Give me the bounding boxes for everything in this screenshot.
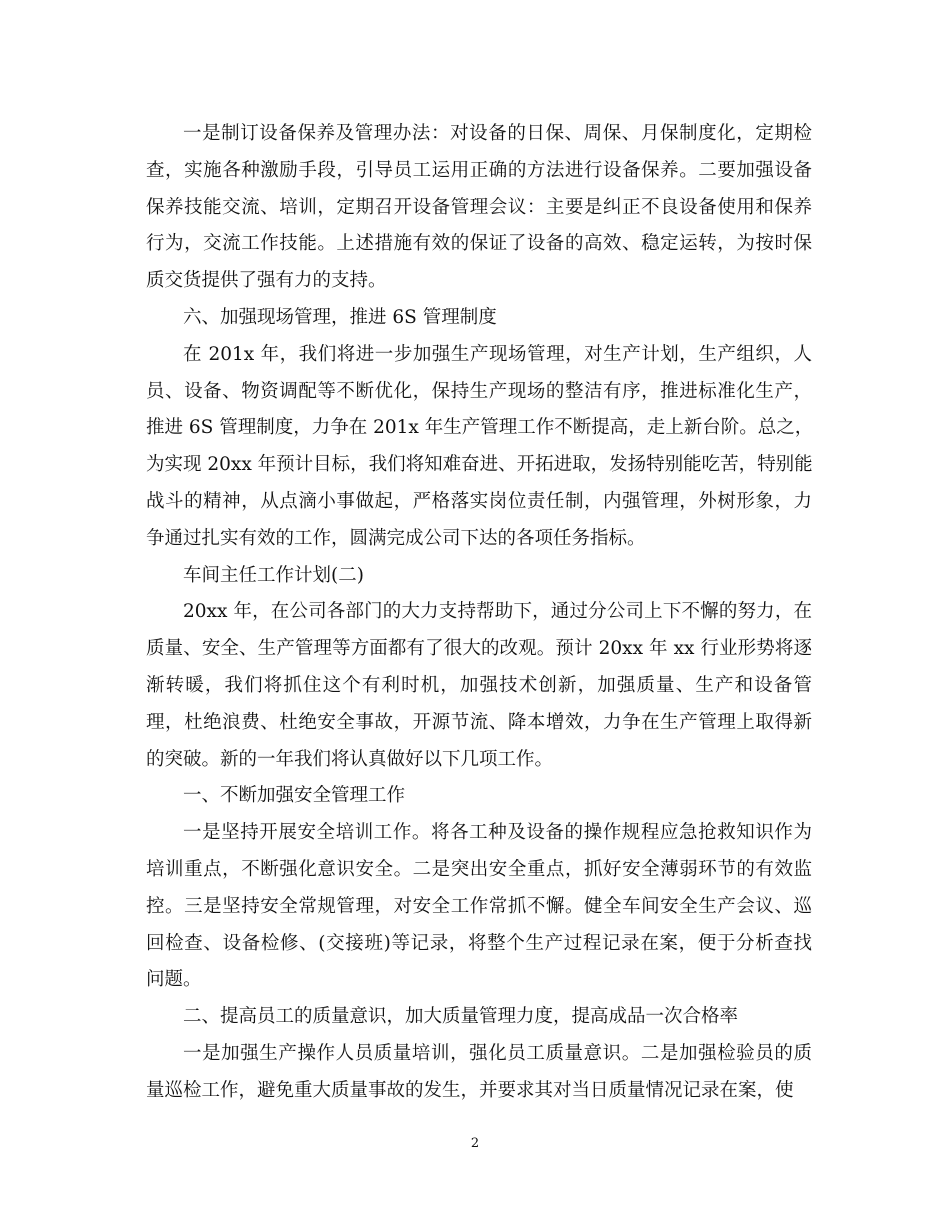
text-line: 一、不断加强安全管理工作: [183, 785, 406, 807]
text-line: 争通过扎实有效的工作，圆满完成公司下达的各项任务指标。: [146, 527, 646, 549]
text-line: 战斗的精神，从点滴小事做起，严格落实岗位责任制，内强管理，外树形象，力: [146, 490, 812, 512]
text-line: 一是制订设备保养及管理办法：对设备的日保、周保、月保制度化，定期检: [183, 123, 812, 144]
paragraph: [146, 815, 812, 999]
text-line: 理，杜绝浪费、杜绝安全事故，开源节流、降本增效，力争在生产管理上取得新: [146, 711, 812, 733]
text-line: 在 201x 年，我们将进一步加强生产现场管理，对生产计划，生产组织，人: [183, 343, 812, 365]
text-line: 为实现 20xx 年预计目标，我们将知难奋进、开拓进取，发扬特别能吃苦，特别能: [146, 454, 813, 476]
paragraph: [146, 594, 812, 778]
paragraph: [146, 558, 812, 595]
paragraph: [146, 778, 812, 815]
text-line: 推进 6S 管理制度，力争在 201x 年生产管理工作不断提高，走上新台阶。总之，: [146, 417, 814, 439]
text-line: 质交货提供了强有力的支持。: [146, 270, 387, 292]
text-line: 六、加强现场管理，推进 6S 管理制度: [183, 306, 497, 328]
text-line: 一是加强生产操作人员质量培训，强化员工质量意识。二是加强检验员的质: [183, 1042, 812, 1064]
text-line: 二、提高员工的质量意识，加大质量管理力度，提高成品一次合格率: [183, 1006, 739, 1028]
page-number: 2: [470, 1136, 480, 1151]
paragraph: [146, 1036, 812, 1110]
text-line: 量巡检工作，避免重大质量事故的发生，并要求其对当日质量情况记录在案，使: [146, 1079, 794, 1101]
paragraph: [146, 116, 812, 300]
text-line: 车间主任工作计划(二): [183, 564, 364, 586]
text-line: 保养技能交流、培训，定期召开设备管理会议：主要是纠正不良设备使用和保养: [146, 196, 812, 218]
paragraph: [146, 300, 812, 337]
text-line: 回检查、设备检修、(交接班)等记录，将整个生产过程记录在案，便于分析查找: [146, 932, 812, 954]
text-line: 培训重点，不断强化意识安全。二是突出安全重点，抓好安全薄弱环节的有效监: [146, 858, 812, 880]
document-body: [146, 116, 812, 1110]
text-line: 问题。: [146, 969, 202, 991]
text-line: 质量、安全、生产管理等方面都有了很大的改观。预计 20xx 年 xx 行业形势将逐: [146, 638, 812, 660]
text-line: 行为，交流工作技能。上述措施有效的保证了设备的高效、稳定运转，为按时保: [146, 233, 812, 255]
text-line: 一是坚持开展安全培训工作。将各工种及设备的操作规程应急抢救知识作为: [183, 822, 812, 844]
text-line: 控。三是坚持安全常规管理，对安全工作常抓不懈。健全车间安全生产会议、巡: [146, 895, 812, 917]
text-line: 的突破。新的一年我们将认真做好以下几项工作。: [146, 748, 554, 770]
paragraph: [146, 337, 812, 558]
text-line: 员、设备、物资调配等不断优化，保持生产现场的整洁有序，推进标准化生产，: [146, 380, 812, 402]
text-line: 渐转暖，我们将抓住这个有利时机，加强技术创新，加强质量、生产和设备管: [146, 674, 812, 696]
text-line: 20xx 年，在公司各部门的大力支持帮助下，通过分公司上下不懈的努力，在: [183, 601, 812, 623]
paragraph: [146, 999, 812, 1036]
text-line: 查，实施各种激励手段，引导员工运用正确的方法进行设备保养。二要加强设备: [146, 159, 812, 181]
